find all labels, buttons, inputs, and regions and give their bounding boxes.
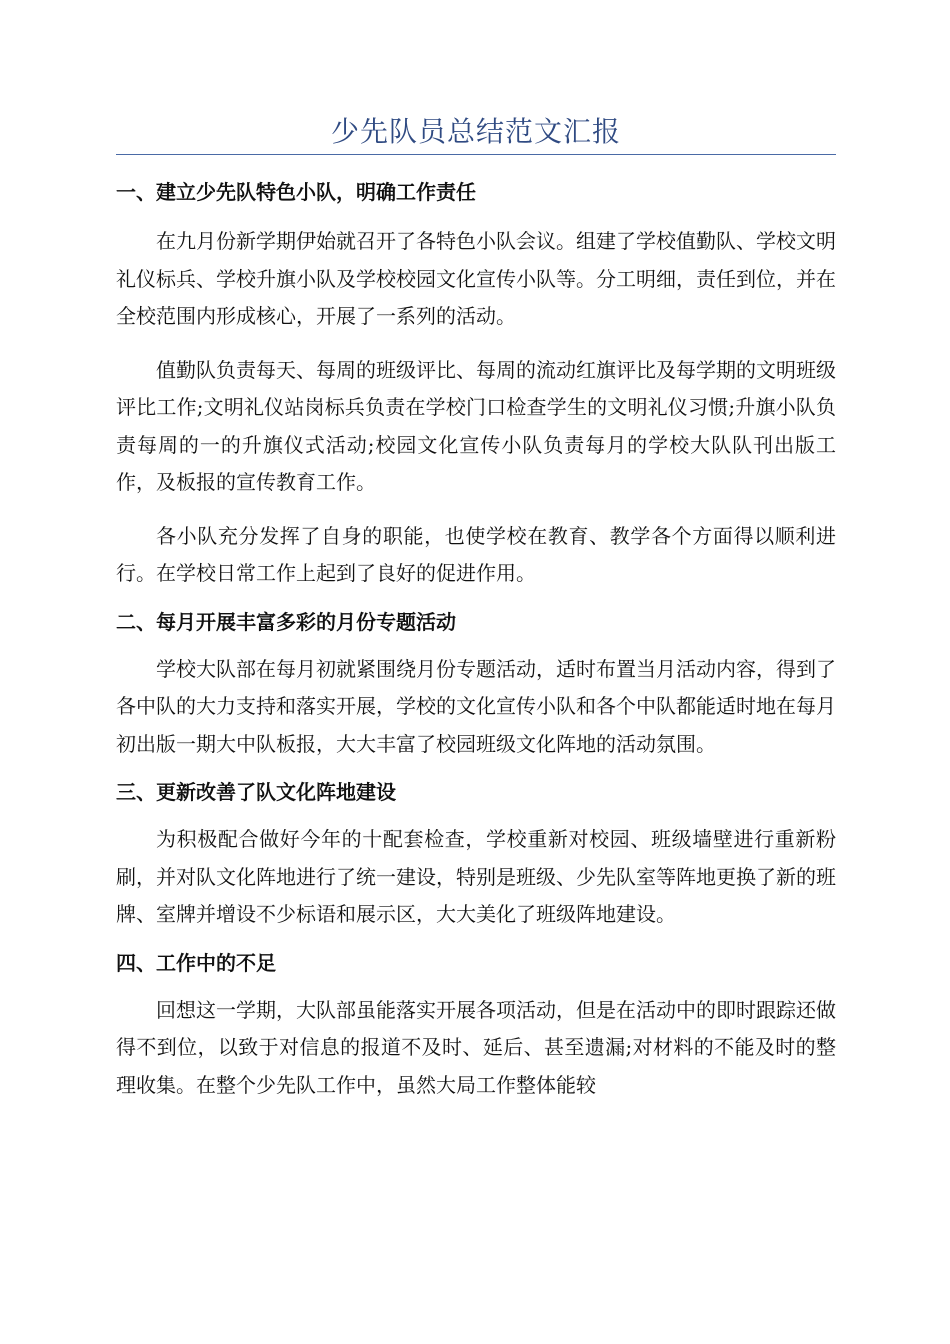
section-4-paragraph-1: 回想这一学期，大队部虽能落实开展各项活动，但是在活动中的即时跟踪还做得不到位，以致于对信息的报道不及时、延后、甚至遗漏;对材料的不能及时的整理收集。在整个少先队工作中，虽然大局工作整体能较 bbox=[116, 997, 836, 1097]
section-heading-1: 一、建立少先队特色小队，明确工作责任 bbox=[116, 180, 476, 204]
document-page bbox=[116, 0, 836, 1104]
section-heading-2: 二、每月开展丰富多彩的月份专题活动 bbox=[116, 609, 456, 634]
section-1-paragraph-3: 各小队充分发挥了自身的职能，也使学校在教育、教学各个方面得以顺利进行。在学校日常工作上起到了良好的促进作用。 bbox=[116, 523, 836, 585]
section-1-paragraph-2: 值勤队负责每天、每周的班级评比、每周的流动红旗评比及每学期的文明班级评比工作;文明礼仪站岗标兵负责在学校门口检查学生的文明礼仪习惯;升旗小队负责每周的一的升旗仪式活动;校园文化宣传小队负责每月的学校大队队刊出版工作，及板报的宣传教育工作。 bbox=[116, 357, 836, 494]
title-underline bbox=[116, 154, 836, 155]
section-2-paragraph-1: 学校大队部在每月初就紧围绕月份专题活动，适时布置当月活动内容，得到了各中队的大力支持和落实开展，学校的文化宣传小队和各个中队都能适时地在每月初出版一期大中队板报，大大丰富了校园班级文化阵地的活动氛围。 bbox=[116, 656, 836, 756]
section-3-paragraph-1: 为积极配合做好今年的十配套检查，学校重新对校园、班级墙壁进行重新粉刷，并对队文化阵地进行了统一建设，特别是班级、少先队室等阵地更换了新的班牌、室牌并增设不少标语和展示区，大大美化了班级阵地建设。 bbox=[116, 827, 836, 926]
section-1-paragraph-1: 在九月份新学期伊始就召开了各特色小队会议。组建了学校值勤队、学校文明礼仪标兵、学校升旗小队及学校校园文化宣传小队等。分工明细，责任到位，并在全校范围内形成核心，开展了一系列的活动。 bbox=[116, 229, 836, 328]
section-heading-3: 三、更新改善了队文化阵地建设 bbox=[116, 780, 396, 804]
section-heading-4: 四、工作中的不足 bbox=[116, 950, 276, 975]
document-title: 少先队员总结范文汇报 bbox=[330, 115, 621, 148]
